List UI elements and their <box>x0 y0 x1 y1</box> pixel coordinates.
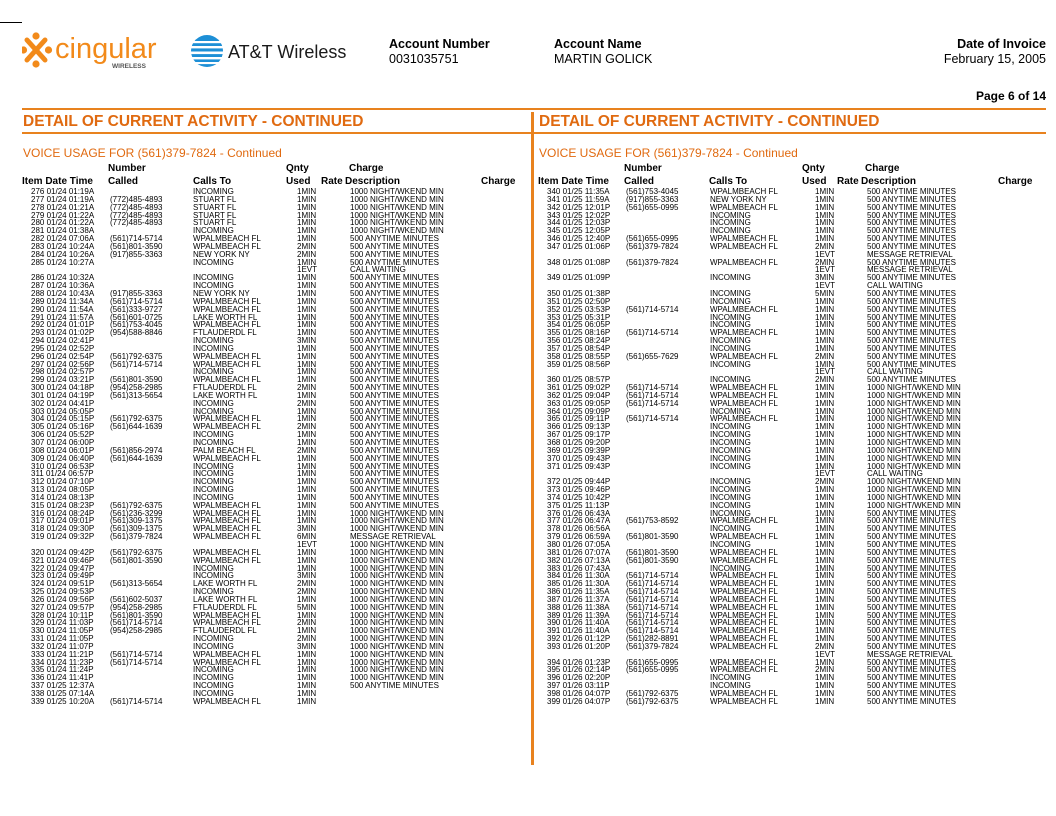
right-qnty-column: 1MIN 1MIN 1MIN 1MIN 1MIN 1MIN 1MIN 2MIN 1EVT 2MIN 1EVT 3MIN 1EVT 5MIN 1MIN 1MIN 1MIN 1MIN 1MIN 1MIN 1MIN 2MIN 1MIN 1EVT 2MIN 1MIN 1MIN 1MIN 1MIN 1MIN 1MIN 1MIN 1MIN 1MIN 1MIN 1MIN 1EVT 2MIN 1MIN 1MIN 1MIN 1MIN 1MIN 1MIN 1MIN 1MIN 1MIN 1MIN 1MIN 1MIN 1MIN 1MIN 1MIN 1MIN 1MIN 1MIN 1MIN 1MIN 2MIN 1EVT 1MIN 2MIN 1MIN 1MIN 1MIN 1MIN <box>815 187 836 706</box>
right-callsto-column: WPALMBEACH FL NEW YORK NY WPALMBEACH FL INCOMING INCOMING INCOMING WPALMBEACH FL WPALMBEACH FL WPALMBEACH FL INCOMING INCOMING INCOMING WPALMBEACH FL INCOMING INCOMING WPALMBEACH FL INCOMING INCOMING WPALMBEACH FL INCOMING INCOMING WPALMBEACH FL WPALMBEACH FL WPALMBEACH FL INCOMING WPALMBEACH FL INCOMING INCOMING INCOMING INCOMING INCOMING INCOMING INCOMING INCOMING INCOMING INCOMING INCOMING WPALMBEACH FL INCOMING WPALMBEACH FL INCOMING WPALMBEACH FL WPALMBEACH FL INCOMING WPALMBEACH FL WPALMBEACH FL WPALMBEACH FL WPALMBEACH FL WPALMBEACH FL WPALMBEACH FL WPALMBEACH FL WPALMBEACH FL WPALMBEACH FL WPALMBEACH FL WPALMBEACH FL WPALMBEACH FL INCOMING INCOMING WPALMBEACH FL WPALMBEACH FL <box>710 187 778 706</box>
right-description-column: 500 ANYTIME MINUTES 500 ANYTIME MINUTES 500 ANYTIME MINUTES 500 ANYTIME MINUTES 500 ANYTIME MINUTES 500 ANYTIME MINUTES 500 ANYTIME MINUTES 500 ANYTIME MINUTES MESSAGE RETRIEVAL 500 ANYTIME MINUTES MESSAGE RETRIEVAL 500 ANYTIME MINUTES CALL WAITING 500 ANYTIME MINUTES 500 ANYTIME MINUTES 500 ANYTIME MINUTES 500 ANYTIME MINUTES 500 ANYTIME MINUTES 500 ANYTIME MINUTES 500 ANYTIME MINUTES 500 ANYTIME MINUTES 500 ANYTIME MINUTES 500 ANYTIME MINUTES CALL WAITING 500 ANYTIME MINUTES 1000 NIGHT/WKEND MIN 1000 NIGHT/WKEND MIN 1000 NIGHT/WKEND MIN 1000 NIGHT/WKEND MIN 1000 NIGHT/WKEND MIN 1000 NIGHT/WKEND MIN 1000 NIGHT/WKEND MIN 1000 NIGHT/WKEND MIN 1000 NIGHT/WKEND MIN 1000 NIGHT/WKEND MIN 1000 NIGHT/WKEND MIN CALL WAITING 1000 NIGHT/WKEND MIN 1000 NIGHT/WKEND MIN 1000 NIGHT/WKEND MIN 1000 NIGHT/WKEND MIN 500 ANYTIME MINUTES 500 ANYTIME MINUTES 500 ANYTIME MINUTES 500 ANYTIME MINUTES 500 ANYTIME MINUTES 500 ANYTIME MINUTES 500 ANYTIME MINUTES 500 ANYTIME MINUTES 500 ANYTIME MINUTES 500 ANYTIME MINUTES 500 ANYTIME MINUTES 500 ANYTIME MINUTES 500 ANYTIME MINUTES 500 ANYTIME MINUTES 500 ANYTIME MINUTES 500 ANYTIME MINUTES 500 ANYTIME MINUTES 500 ANYTIME MINUTES MESSAGE RETRIEVAL 500 ANYTIME MINUTES 500 ANYTIME MINUTES 500 ANYTIME MINUTES 500 ANYTIME MINUTES 500 ANYTIME MINUTES 500 ANYTIME MINUTES <box>867 187 961 706</box>
right-section-subtitle: VOICE USAGE FOR (561)379-7824 - Continued <box>539 146 798 160</box>
cingular-jack-icon <box>22 32 52 67</box>
left-section-subtitle: VOICE USAGE FOR (561)379-7824 - Continued <box>23 146 282 160</box>
left-col-rate: Rate <box>321 176 343 187</box>
left-col-called: Called <box>108 176 139 187</box>
left-called-column: (772)485-4893 (772)485-4893 (772)485-4893 (772)485-4893 (561)714-5714 (561)801-3590 (917)855-3363 (917)855-3363 (561)714-5714 (561)333-9727 (561)601-0725 (561)753-4045 (954)588-8846 (561)792-6375 (561)714-5714 (561)801-3590 (954)258-2985 (561)313-5654 (561)792-6375 (561)644-1639 (561)856-2974 (561)644-1639 (561)792-6375 (561)236-3299 (561)309-1375 (561)309-1375 (561)379-7824 (561)792-6375 (561)801-3590 (561)313-5654 (561)602-5037 (954)258-2985 (561)801-3590 (561)714-5714 (954)258-2985 (561)714-5714 (561)714-5714 (561)714-5714 <box>110 194 163 706</box>
invoice-date-block <box>944 37 1046 67</box>
account-name-label: Account Name <box>554 37 642 51</box>
invoice-date-value: February 15, 2005 <box>943 52 1046 66</box>
left-col-item-date-time: Item Date Time <box>22 176 93 187</box>
title-divider <box>22 132 1046 134</box>
invoice-date-label: Date of Invoice <box>957 37 1046 51</box>
left-description-column: 1000 NIGHT/WKEND MIN 1000 NIGHT/WKEND MIN 1000 NIGHT/WKEND MIN 1000 NIGHT/WKEND MIN 1000 NIGHT/WKEND MIN 1000 NIGHT/WKEND MIN 500 ANYTIME MINUTES 500 ANYTIME MINUTES 500 ANYTIME MINUTES 500 ANYTIME MINUTES CALL WAITING 500 ANYTIME MINUTES 500 ANYTIME MINUTES 500 ANYTIME MINUTES 500 ANYTIME MINUTES 500 ANYTIME MINUTES 500 ANYTIME MINUTES 500 ANYTIME MINUTES 500 ANYTIME MINUTES 500 ANYTIME MINUTES 500 ANYTIME MINUTES 500 ANYTIME MINUTES 500 ANYTIME MINUTES 500 ANYTIME MINUTES 500 ANYTIME MINUTES 500 ANYTIME MINUTES 500 ANYTIME MINUTES 500 ANYTIME MINUTES 500 ANYTIME MINUTES 500 ANYTIME MINUTES 500 ANYTIME MINUTES 500 ANYTIME MINUTES 500 ANYTIME MINUTES 500 ANYTIME MINUTES 500 ANYTIME MINUTES 500 ANYTIME MINUTES 500 ANYTIME MINUTES 500 ANYTIME MINUTES 500 ANYTIME MINUTES 500 ANYTIME MINUTES 500 ANYTIME MINUTES 1000 NIGHT/WKEND MIN 1000 NIGHT/WKEND MIN 1000 NIGHT/WKEND MIN MESSAGE RETRIEVAL 1000 NIGHT/WKEND MIN 1000 NIGHT/WKEND MIN 1000 NIGHT/WKEND MIN 1000 NIGHT/WKEND MIN 1000 NIGHT/WKEND MIN 1000 NIGHT/WKEND MIN 1000 NIGHT/WKEND MIN 1000 NIGHT/WKEND MIN 1000 NIGHT/WKEND MIN 1000 NIGHT/WKEND MIN 1000 NIGHT/WKEND MIN 1000 NIGHT/WKEND MIN 1000 NIGHT/WKEND MIN 1000 NIGHT/WKEND MIN 1000 NIGHT/WKEND MIN 1000 NIGHT/WKEND MIN 1000 NIGHT/WKEND MIN 1000 NIGHT/WKEND MIN 500 ANYTIME MINUTES <box>350 187 444 691</box>
account-name-block <box>554 37 652 67</box>
att-globe-icon <box>191 35 223 67</box>
column-divider <box>531 112 534 765</box>
crop-mark <box>0 22 22 23</box>
page-number: Page 6 of 14 <box>975 89 1046 103</box>
left-section-title: DETAIL OF CURRENT ACTIVITY - CONTINUED <box>23 113 364 130</box>
right-col-used: Used <box>802 176 827 187</box>
right-col-number: Number <box>624 163 662 174</box>
att-wireless-logo <box>190 33 350 69</box>
left-col-number: Number <box>108 163 146 174</box>
att-wordmark: AT&T Wireless <box>228 42 347 62</box>
account-number-label: Account Number <box>389 37 490 51</box>
left-callsto-column: INCOMING STUART FL STUART FL STUART FL STUART FL INCOMING WPALMBEACH FL WPALMBEACH FL NEW YORK NY INCOMING INCOMING INCOMING NEW YORK NY WPALMBEACH FL WPALMBEACH FL LAKE WORTH FL WPALMBEACH FL FTLAUDERDL FL INCOMING INCOMING WPALMBEACH FL WPALMBEACH FL INCOMING WPALMBEACH FL FTLAUDERDL FL LAKE WORTH FL INCOMING INCOMING WPALMBEACH FL WPALMBEACH FL INCOMING INCOMING PALM BEACH FL WPALMBEACH FL INCOMING INCOMING INCOMING INCOMING INCOMING WPALMBEACH FL WPALMBEACH FL WPALMBEACH FL WPALMBEACH FL WPALMBEACH FL WPALMBEACH FL WPALMBEACH FL INCOMING INCOMING LAKE WORTH FL INCOMING LAKE WORTH FL FTLAUDERDL FL WPALMBEACH FL WPALMBEACH FL FTLAUDERDL FL INCOMING INCOMING WPALMBEACH FL WPALMBEACH FL INCOMING INCOMING INCOMING INCOMING WPALMBEACH FL <box>193 187 261 706</box>
right-col-rate: Rate <box>837 176 859 187</box>
left-col-qnty: Qnty <box>286 163 309 174</box>
right-col-charge-top: Charge <box>865 163 900 174</box>
left-qnty-column: 1MIN 1MIN 1MIN 1MIN 1MIN 1MIN 1MIN 2MIN 2MIN 1MIN 1EVT 1MIN 1MIN 1MIN 1MIN 1MIN 1MIN 1MIN 1MIN 3MIN 1MIN 1MIN 1MIN 1MIN 1MIN 2MIN 1MIN 2MIN 1MIN 1MIN 2MIN 1MIN 1MIN 2MIN 1MIN 1MIN 1MIN 1MIN 1MIN 1MIN 1MIN 1MIN 1MIN 3MIN 6MIN 1EVT 1MIN 1MIN 1MIN 3MIN 2MIN 2MIN 1MIN 5MIN 1MIN 2MIN 1MIN 2MIN 3MIN 1MIN 1MIN 1MIN 1MIN 1MIN 1MIN 1MIN <box>297 187 318 706</box>
account-name-value: MARTIN GOLICK <box>554 52 653 66</box>
right-col-calls-to: Calls To <box>709 176 748 187</box>
left-col-used: Used <box>286 176 311 187</box>
right-col-item-date-time: Item Date Time <box>538 176 609 187</box>
right-col-called: Called <box>624 176 655 187</box>
right-col-qnty: Qnty <box>802 163 825 174</box>
left-col-charge-top: Charge <box>349 163 384 174</box>
right-called-column: (561)753-4045 (917)855-3363 (561)655-0995 (561)655-0995 (561)379-7824 (561)379-7824 (561)714-5714 (561)714-5714 (561)655-7629 (561)714-5714 (561)714-5714 (561)714-5714 (561)714-5714 (561)753-8592 (561)801-3590 (561)801-3590 (561)801-3590 (561)714-5714 (561)714-5714 (561)714-5714 (561)714-5714 (561)714-5714 (561)714-5714 (561)714-5714 (561)714-5714 (561)282-8891 (561)379-7824 (561)655-0995 (561)655-0995 (561)792-6375 (561)792-6375 <box>626 187 679 706</box>
account-number-block <box>389 37 490 67</box>
right-item-column: 340 01/25 11:35A 341 01/25 11:59A 342 01/25 12:01P 343 01/25 12:02P 344 01/25 12:03P 345 01/25 12:05P 346 01/25 12:40P 347 01/25 01:06P 348 01/25 01:08P 349 01/25 01:09P 350 01/25 01:38P 351 01/25 02:50P 352 01/25 03:53P 353 01/25 05:31P 354 01/25 06:05P 355 01/25 08:16P 356 01/25 08:24P 357 01/25 08:54P 358 01/25 08:55P 359 01/25 08:56P 360 01/25 08:57P 361 01/25 09:02P 362 01/25 09:04P 363 01/25 09:05P 364 01/25 09:09P 365 01/25 09:11P 366 01/25 09:13P 367 01/25 09:17P 368 01/25 09:20P 369 01/25 09:39P 370 01/25 09:43P 371 01/25 09:43P 372 01/25 09:44P 373 01/25 09:46P 374 01/25 10:42P 375 01/25 11:13P 376 01/26 06:43A 377 01/26 06:47A 378 01/26 06:56A 379 01/26 06:59A 380 01/26 07:05A 381 01/26 07:07A 382 01/26 07:13A 383 01/26 07:43A 384 01/26 11:30A 385 01/26 11:30A 386 01/26 11:35A 387 01/26 11:37A 388 01/26 11:38A 389 01/26 11:39A 390 01/26 11:40A 391 01/26 11:40A 392 01/26 01:12P 393 01/26 01:20P 394 01/26 01:23P 395 01/26 02:14P 396 01/26 02:20P 397 01/26 03:11P 398 01/26 04:07P 399 01/26 04:07P <box>547 187 611 706</box>
cingular-wordmark: cingular <box>55 33 157 65</box>
account-number-value: 0031035751 <box>389 52 459 66</box>
left-col-calls-to: Calls To <box>193 176 232 187</box>
cingular-logo <box>22 30 182 70</box>
right-section-title: DETAIL OF CURRENT ACTIVITY - CONTINUED <box>539 113 880 130</box>
header-divider <box>22 108 1046 110</box>
cingular-subtitle: WIRELESS <box>112 63 146 70</box>
left-col-description: Description <box>345 176 401 187</box>
right-col-description: Description <box>861 176 917 187</box>
left-col-charge: Charge <box>481 176 516 187</box>
right-col-charge: Charge <box>998 176 1033 187</box>
left-item-column: 276 01/24 01:19A 277 01/24 01:19A 278 01/24 01:21A 279 01/24 01:22A 280 01/24 01:22A 281 01/24 01:38A 282 01/24 07:06A 283 01/24 10:24A 284 01/24 10:26A 285 01/24 10:27A 286 01/24 10:32A 287 01/24 10:36A 288 01/24 10:43A 289 01/24 11:34A 290 01/24 11:54A 291 01/24 11:57A 292 01/24 01:01P 293 01/24 01:02P 294 01/24 02:41P 295 01/24 02:52P 296 01/24 02:54P 297 01/24 02:56P 298 01/24 02:57P 299 01/24 03:21P 300 01/24 04:18P 301 01/24 04:19P 302 01/24 04:41P 303 01/24 05:05P 304 01/24 05:15P 305 01/24 05:16P 306 01/24 05:52P 307 01/24 06:00P 308 01/24 06:01P 309 01/24 06:40P 310 01/24 06:53P 311 01/24 06:57P 312 01/24 07:10P 313 01/24 08:05P 314 01/24 08:13P 315 01/24 08:23P 316 01/24 08:24P 317 01/24 09:01P 318 01/24 09:30P 319 01/24 09:32P 320 01/24 09:42P 321 01/24 09:46P 322 01/24 09:47P 323 01/24 09:49P 324 01/24 09:51P 325 01/24 09:53P 326 01/24 09:56P 327 01/24 09:57P 328 01/24 10:11P 329 01/24 11:03P 330 01/24 11:05P 331 01/24 11:05P 332 01/24 11:07P 333 01/24 11:21P 334 01/24 11:23P 335 01/24 11:24P 336 01/24 11:41P 337 01/25 12:37A 338 01/25 07:14A 339 01/25 10:20A <box>31 187 95 706</box>
